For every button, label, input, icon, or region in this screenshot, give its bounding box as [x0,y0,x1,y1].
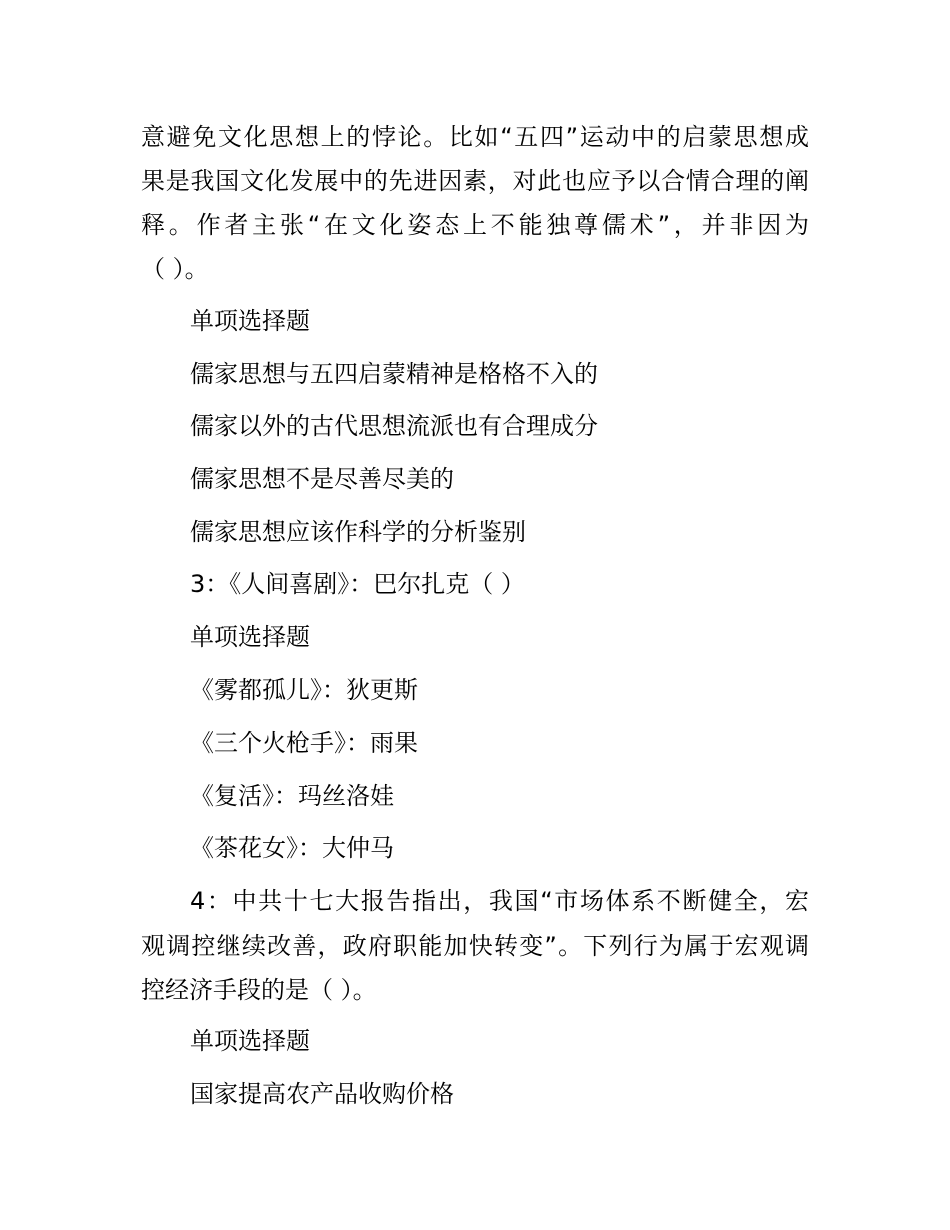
q2-stem-line-4: （ ）。 [141,255,209,283]
q4-stem-line-2: 观调控继续改善，政府职能加快转变”。下列行为属于宏观调 [141,932,809,960]
q3-option-4: 《茶花女》：大仲马 [190,834,394,862]
q2-option-4: 儒家思想应该作科学的分析鉴别 [190,518,526,546]
q2-stem-line-1: 意避免文化思想上的悖论。比如“五四”运动中的启蒙思想成 [141,123,809,151]
q3-stem: 3：《人间喜剧》：巴尔扎克（ ） [190,570,525,598]
q2-stem-line-3: 释。作者主张“在文化姿态上不能独尊儒术”，并非因为 [141,211,809,239]
q2-stem-line-2: 果是我国文化发展中的先进因素，对此也应予以合情合理的阐 [141,167,809,195]
q4-stem-line-3: 控经济手段的是（ ）。 [141,976,377,1004]
q3-question-type: 单项选择题 [190,623,310,651]
q2-option-3: 儒家思想不是尽善尽美的 [190,465,454,493]
q3-option-2: 《三个火枪手》：雨果 [190,729,418,757]
q4-option-1: 国家提高农产品收购价格 [190,1080,454,1108]
q2-option-2: 儒家以外的古代思想流派也有合理成分 [190,412,598,440]
q2-question-type: 单项选择题 [190,307,310,335]
q3-option-1: 《雾都孤儿》：狄更斯 [190,676,418,704]
q4-question-type: 单项选择题 [190,1027,310,1055]
q3-option-3: 《复活》：玛丝洛娃 [190,782,394,810]
q2-option-1: 儒家思想与五四启蒙精神是格格不入的 [190,360,598,388]
q4-stem-line-1: 4：中共十七大报告指出，我国“市场体系不断健全，宏 [190,887,809,915]
